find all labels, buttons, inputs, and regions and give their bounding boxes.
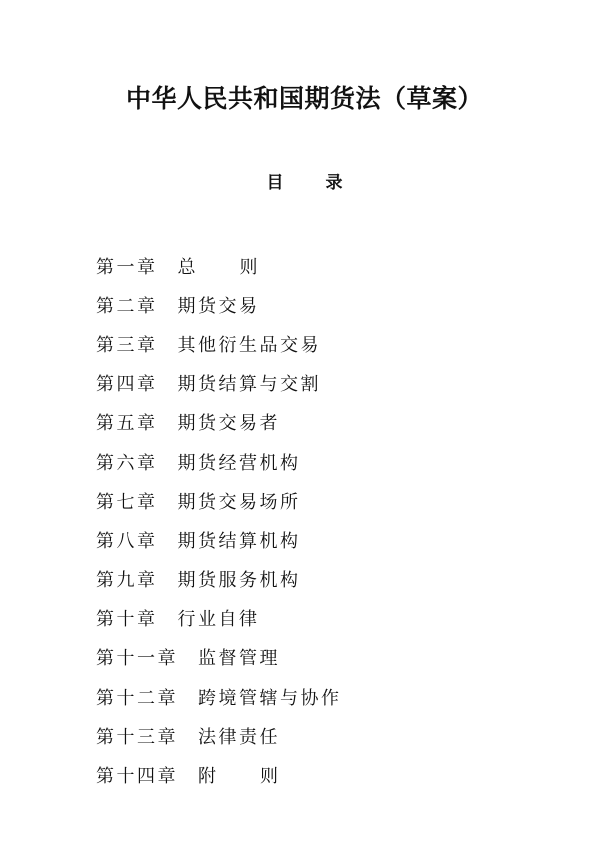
toc-item-4: [96, 364, 342, 403]
toc-chapter-number: 第一章: [96, 256, 158, 278]
toc-chapter-title: 期货结算机构: [177, 530, 301, 552]
toc-chapter-number: 第八章: [96, 530, 158, 552]
toc-chapter-number: 第十二章: [96, 687, 178, 709]
toc-chapter-title: 期货服务机构: [177, 570, 301, 592]
toc-chapter-title: 法律责任: [198, 726, 280, 748]
toc-chapter-title: 其他衍生品交易: [177, 334, 321, 356]
toc-chapter-number: 第十四章: [96, 766, 178, 788]
toc-chapter-title: 总则: [177, 256, 302, 278]
toc-heading-left: 目: [266, 173, 284, 193]
table-of-contents: [96, 246, 342, 795]
document-title: 中华人民共和国期货法（草案）: [125, 84, 483, 113]
toc-chapter-number: 第七章: [96, 491, 158, 513]
toc-chapter-title: 行业自律: [177, 609, 260, 631]
toc-item-2: [96, 285, 342, 324]
toc-item-12: [96, 677, 342, 716]
toc-chapter-number: 第四章: [96, 374, 158, 396]
toc-item-14: [96, 755, 342, 794]
toc-item-7: [96, 481, 342, 520]
toc-heading: [0, 170, 609, 196]
toc-item-6: [96, 442, 342, 481]
toc-chapter-title: 监督管理: [198, 648, 280, 670]
toc-chapter-number: 第十一章: [96, 648, 178, 670]
toc-item-10: [96, 599, 342, 638]
toc-item-1: [96, 246, 342, 285]
toc-chapter-title: 附则: [198, 766, 322, 788]
toc-chapter-title: 期货交易场所: [177, 491, 301, 513]
toc-chapter-number: 第九章: [96, 570, 158, 592]
toc-chapter-number: 第十章: [96, 609, 158, 631]
toc-chapter-title: 期货交易: [177, 295, 260, 317]
toc-chapter-number: 第三章: [96, 334, 158, 356]
toc-item-3: [96, 324, 342, 363]
toc-chapter-number: 第二章: [96, 295, 158, 317]
toc-chapter-number: 第六章: [96, 452, 158, 474]
toc-item-5: [96, 403, 342, 442]
toc-chapter-title: 期货交易者: [177, 413, 280, 435]
toc-item-8: [96, 520, 342, 559]
toc-chapter-title: 期货经营机构: [177, 452, 301, 474]
toc-heading-right: 录: [325, 173, 343, 193]
toc-item-13: [96, 716, 342, 755]
toc-item-11: [96, 638, 342, 677]
toc-chapter-title: 期货结算与交割: [177, 374, 321, 396]
toc-chapter-number: 第十三章: [96, 726, 178, 748]
toc-chapter-title: 跨境管辖与协作: [198, 687, 342, 709]
toc-item-9: [96, 560, 342, 599]
toc-chapter-number: 第五章: [96, 413, 158, 435]
